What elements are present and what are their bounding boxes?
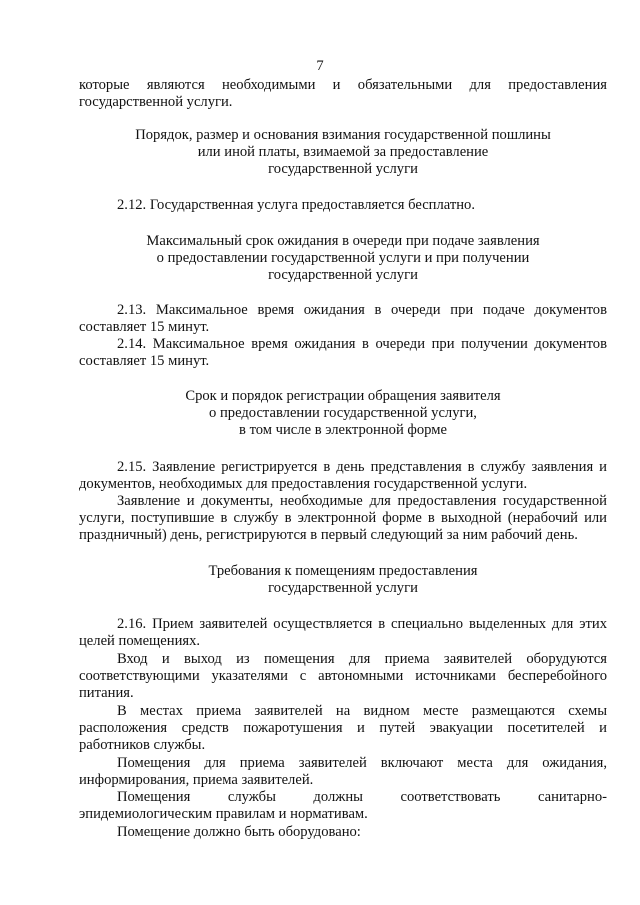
text-line: соответствующими указателями с автономными источниками бесперебойного <box>79 668 607 684</box>
text-line: 2.13. Максимальное время ожидания в очереди при подаче документов <box>117 302 607 318</box>
text-line: праздничный) день, регистрируются в первый следующий за ним рабочий день. <box>79 527 578 543</box>
heading-line: государственной услуги <box>268 267 418 283</box>
heading-line: Порядок, размер и основания взимания государственной пошлины <box>135 127 551 143</box>
text-line: Помещения службы должны соответствовать санитарно- <box>117 789 607 805</box>
section-heading-fee <box>79 127 607 178</box>
text-line: расположения средств пожаротушения и путей эвакуации посетителей и <box>79 720 607 736</box>
heading-line: государственной услуги <box>268 161 418 177</box>
text-line: питания. <box>79 685 134 701</box>
paragraph-2-13 <box>79 302 607 336</box>
paragraph-sanitary <box>79 789 607 823</box>
text-line: Помещение должно быть оборудовано: <box>117 824 361 840</box>
section-heading-registration <box>79 388 607 439</box>
text-line: 2.15. Заявление регистрируется в день представления в службу заявления и <box>117 459 607 475</box>
heading-line: в том числе в электронной форме <box>239 422 447 438</box>
text-line: составляет 15 минут. <box>79 319 210 335</box>
text-line: 2.16. Прием заявителей осуществляется в специально выделенных для этих <box>117 616 607 632</box>
text-line: информирования, приема заявителей. <box>79 772 314 788</box>
heading-line: о предоставлении государственной услуги, <box>209 405 477 421</box>
page-number: 7 <box>316 58 324 74</box>
text-line: работников службы. <box>79 737 206 753</box>
paragraph-2-15 <box>79 459 607 493</box>
section-heading-queue-time <box>79 233 607 284</box>
heading-line: Срок и порядок регистрации обращения заявителя <box>185 388 501 404</box>
paragraph-equipment <box>79 824 607 841</box>
paragraph-2-12 <box>79 197 607 214</box>
paragraph-2-15-electronic <box>79 493 607 544</box>
text-line: Помещения для приема заявителей включают места для ожидания, <box>117 755 607 771</box>
text-line: целей помещениях. <box>79 633 201 649</box>
heading-line: Максимальный срок ожидания в очереди при подаче заявления <box>146 233 540 249</box>
paragraph-entry-exit <box>79 651 607 702</box>
text-line: эпидемиологическим правилам и нормативам. <box>79 806 368 822</box>
paragraph-2-14 <box>79 336 607 370</box>
intro-paragraph <box>79 77 607 111</box>
paragraph-reception-rooms <box>79 755 607 789</box>
text-line: Заявление и документы, необходимые для предоставления государственной <box>117 493 607 509</box>
text-line: В местах приема заявителей на видном месте размещаются схемы <box>117 703 607 719</box>
heading-line: или иной платы, взимаемой за предоставление <box>197 144 489 160</box>
paragraph-2-16 <box>79 616 607 650</box>
text-line: 2.12. Государственная услуга предоставляется бесплатно. <box>117 197 476 213</box>
text-line: которые являются необходимыми и обязательными для предоставления <box>79 77 607 93</box>
text-line: документов, необходимых для предоставления государственной услуги. <box>79 476 528 492</box>
paragraph-evacuation-schemes <box>79 703 607 754</box>
heading-line: Требования к помещениям предоставления <box>208 563 478 579</box>
heading-line: государственной услуги <box>268 580 418 596</box>
text-line: услуги, поступившие в службу в электронной форме в выходной (нерабочий или <box>79 510 607 526</box>
section-heading-premises <box>79 563 607 597</box>
heading-line: о предоставлении государственной услуги и при получении <box>156 250 530 266</box>
text-line: составляет 15 минут. <box>79 353 210 369</box>
text-line: Вход и выход из помещения для приема заявителей оборудуются <box>117 651 607 667</box>
text-line: государственной услуги. <box>79 94 233 110</box>
text-line: 2.14. Максимальное время ожидания в очереди при получении документов <box>117 336 607 352</box>
